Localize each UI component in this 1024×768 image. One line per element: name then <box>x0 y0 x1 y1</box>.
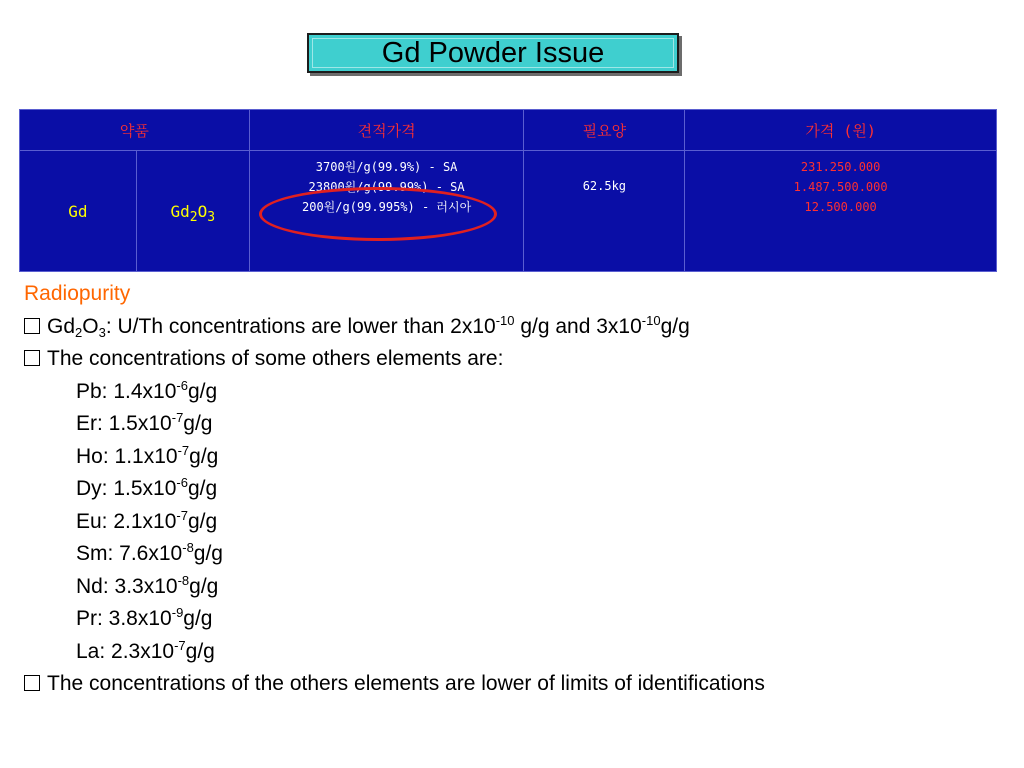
element-line: Ho: $1.1x10^{-7}g/g$ <box>76 442 219 468</box>
header-required-amount: 필요양 <box>524 110 685 151</box>
slide-title-text: Gd Powder Issue <box>381 36 605 69</box>
element-line: Eu: $2.1x10^{-7}g/g$ <box>76 507 218 533</box>
price-table <box>19 109 997 272</box>
element-line: Dy: $1.5x10^{-6}g/g$ <box>76 475 218 500</box>
header-quoted-price: 견적가격 <box>249 110 524 151</box>
bullet-box-icon <box>24 675 40 691</box>
element-line: Er: $1.5x10^{-7}g/g$ <box>76 410 213 435</box>
bullet-item: $Gd_2O_3$: U/Th concentrations are lower than $2x10^{-10}$ g/g and $3x10^{-10}g/g$ <box>24 311 1014 344</box>
element-line: Sm: $7.6x10^{-8}g/g$ <box>76 540 223 565</box>
cell-quantity: 62.5kg <box>524 151 685 272</box>
element-line: Pr: $3.8x10^{-9}g/g$ <box>76 605 213 630</box>
price-line: 231.250.000 <box>800 160 881 174</box>
bullet-item: The concentrations of some others elements are: <box>24 343 1014 376</box>
bullet-item: The concentrations of the others elements are lower of limits of identifications <box>24 668 1014 701</box>
quote-line: 200원/g(99.995%) - 러시아 <box>302 200 472 214</box>
table-row <box>20 151 997 272</box>
table-header-row <box>20 110 997 151</box>
bullet-box-icon <box>24 318 40 334</box>
element-line: Nd: $3.3x10^{-8}g/g$ <box>76 572 219 598</box>
content-block <box>24 278 1014 701</box>
cell-prices <box>685 151 997 272</box>
highlight-ellipse <box>259 187 497 241</box>
price-line: 12.500.000 <box>804 200 877 214</box>
quote-line: 3700원/g(99.9%) - SA <box>315 160 458 174</box>
quote-line: 23800원/g(99.99%) - SA <box>308 180 465 194</box>
radiopurity-heading: Radiopurity <box>24 282 131 305</box>
header-chemical: 약품 <box>20 110 250 151</box>
element-line: La: $2.3x10^{-7}g/g$ <box>76 637 215 663</box>
slide-title <box>307 33 679 73</box>
price-line: 1.487.500.000 <box>793 180 888 194</box>
bullet-box-icon <box>24 350 40 366</box>
cell-gd2o3: $Gd_2O_3$ <box>136 151 249 272</box>
header-price-won: 가격 (원) <box>685 110 997 151</box>
cell-gd: Gd <box>20 151 137 272</box>
element-line: Pb: $1.4x10^{-6}g/g$ <box>76 377 218 403</box>
